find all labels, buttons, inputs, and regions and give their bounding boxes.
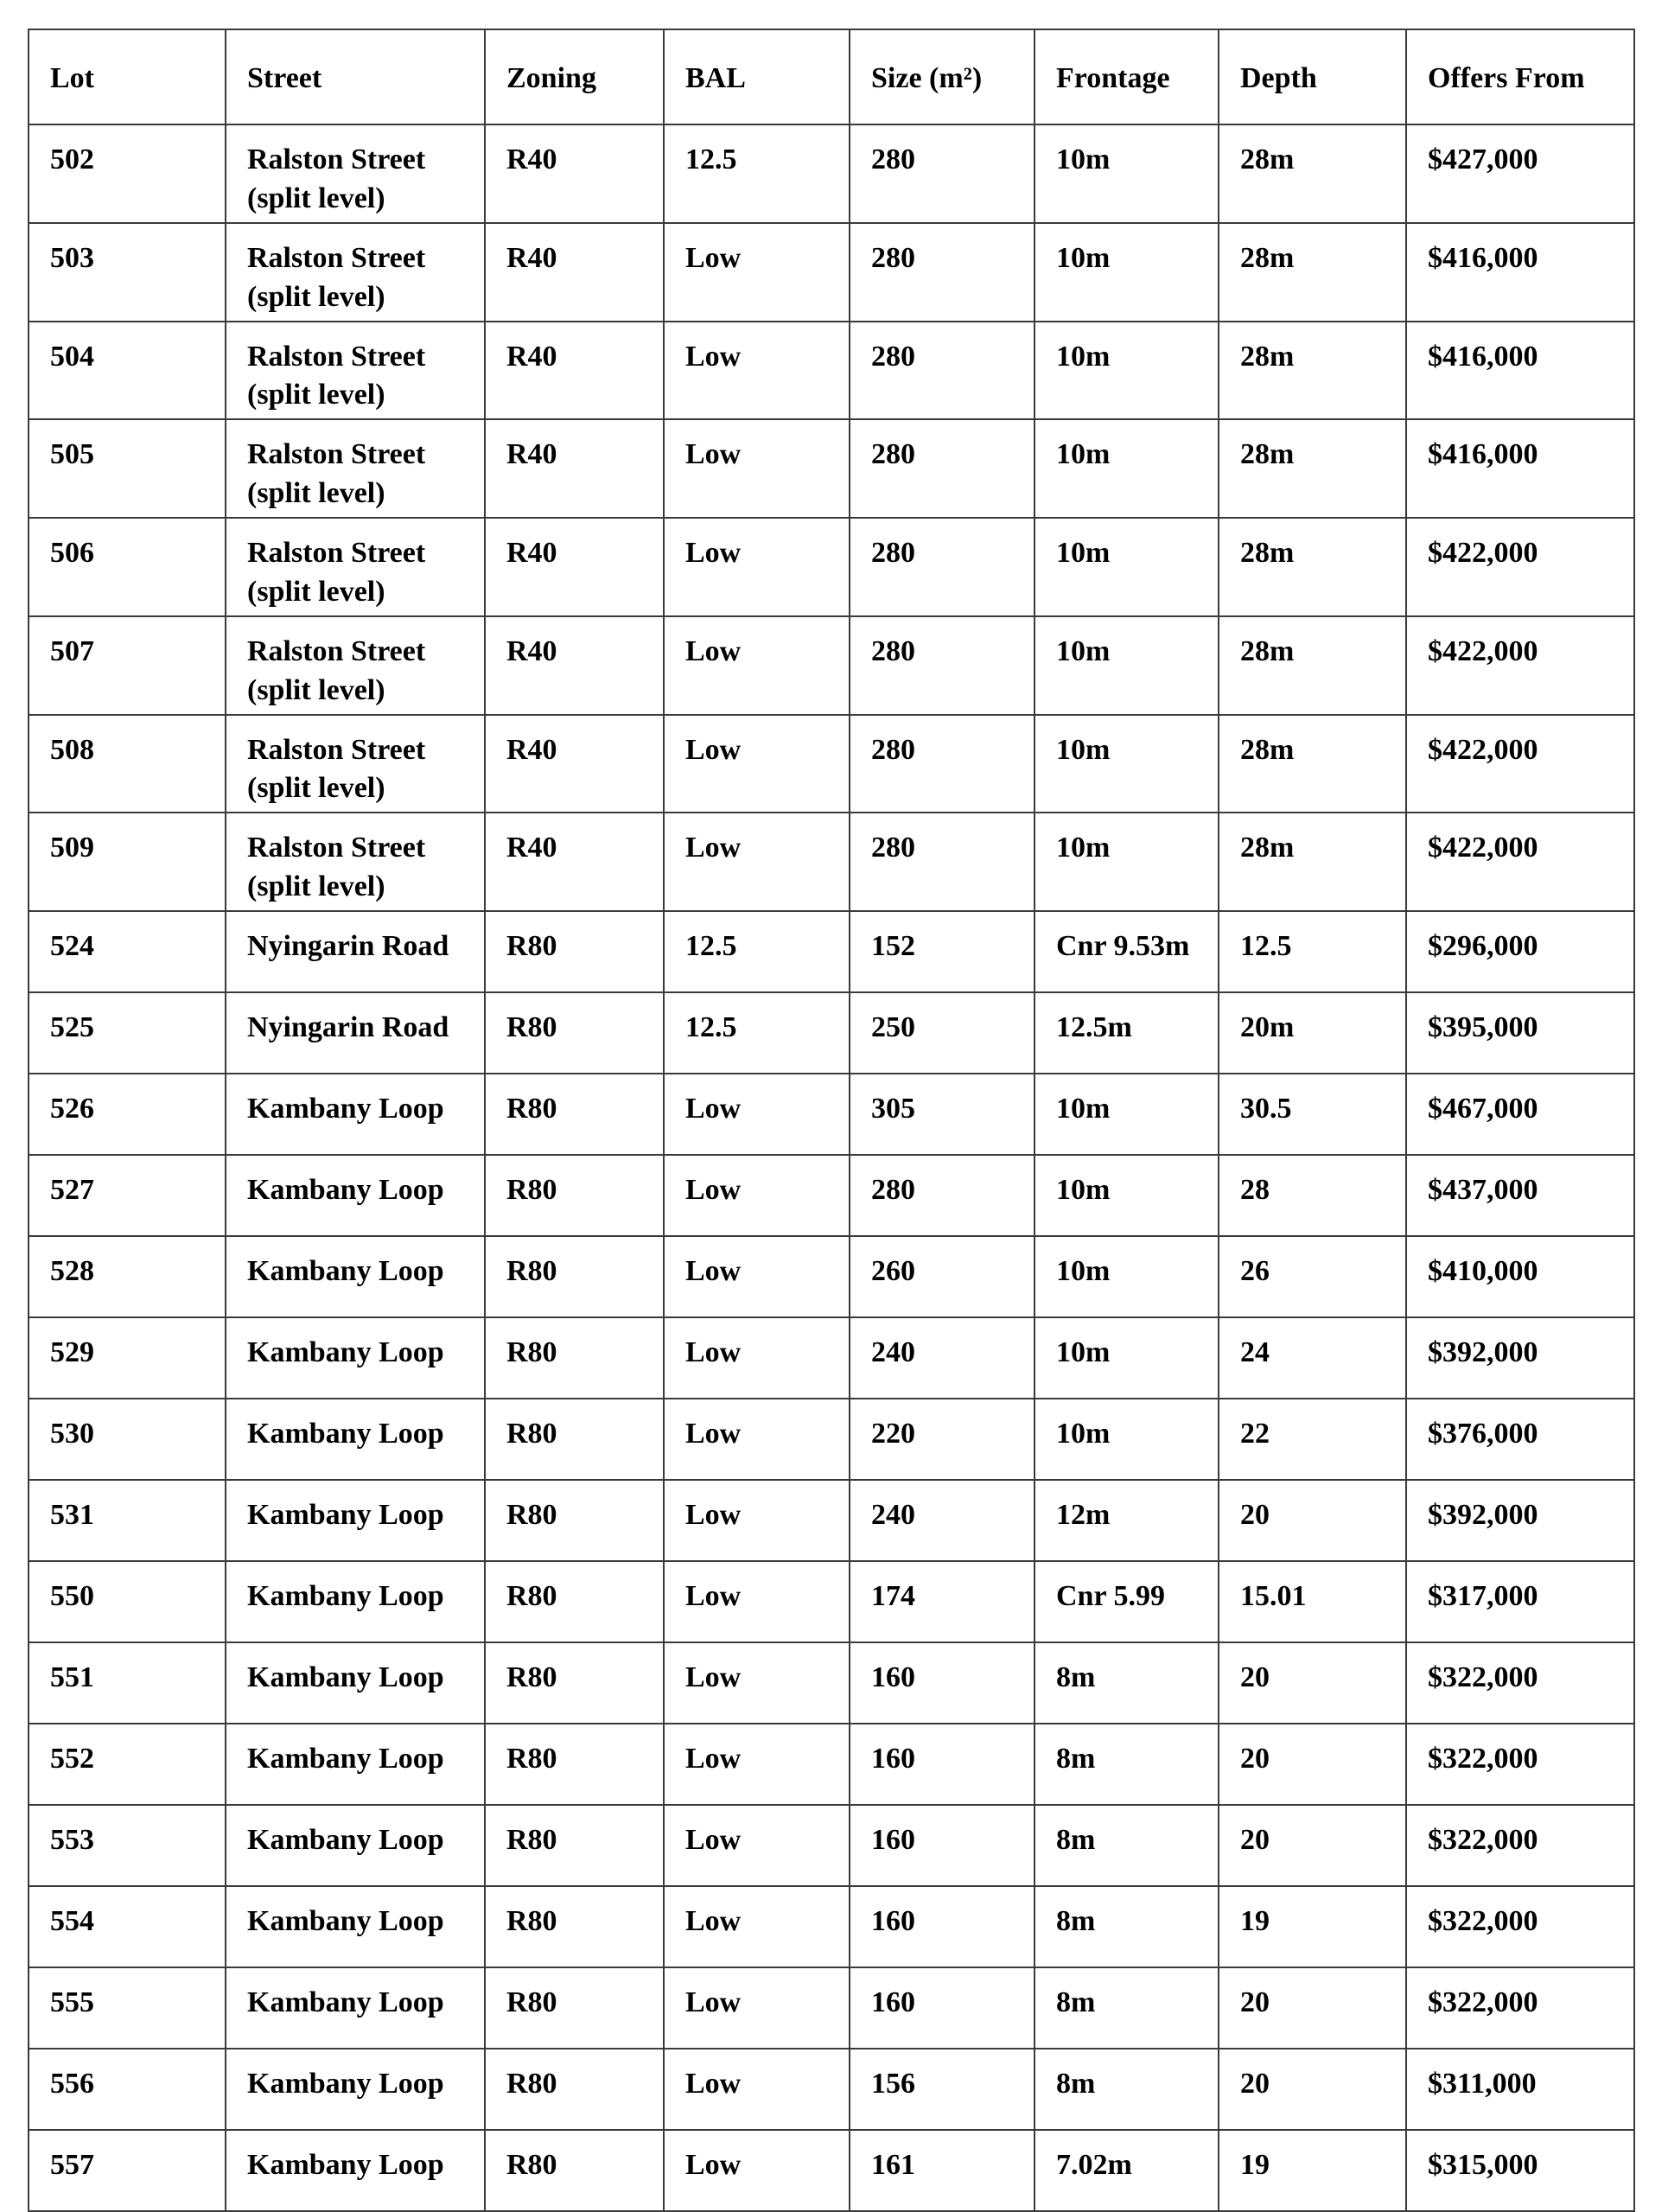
cell-frontage: Cnr 9.53m [1035,911,1219,992]
cell-zoning: R40 [485,223,664,322]
table-row [29,1236,1634,1317]
cell-lot: 557 [29,2130,226,2211]
cell-street: Kambany Loop [226,1317,485,1399]
cell-depth: 20 [1219,1480,1406,1561]
cell-bal: Low [664,1074,850,1155]
cell-street: Ralston Street (split level) [226,124,485,223]
cell-bal: Low [664,1399,850,1480]
cell-offers-from: $322,000 [1406,1724,1634,1805]
cell-depth: 20m [1219,992,1406,1074]
column-header-lot: Lot [29,29,226,124]
cell-depth: 24 [1219,1317,1406,1399]
cell-offers-from: $392,000 [1406,1317,1634,1399]
cell-depth: 28m [1219,223,1406,322]
cell-offers-from: $322,000 [1406,1886,1634,1967]
cell-size: 220 [850,1399,1035,1480]
cell-bal: Low [664,616,850,715]
table-row [29,1967,1634,2049]
cell-frontage: 8m [1035,1642,1219,1724]
cell-lot: 554 [29,1886,226,1967]
cell-lot: 528 [29,1236,226,1317]
cell-lot: 551 [29,1642,226,1724]
cell-bal: Low [664,1805,850,1886]
cell-frontage: 12m [1035,1480,1219,1561]
cell-lot: 531 [29,1480,226,1561]
cell-zoning: R40 [485,616,664,715]
column-header-size: Size (m²) [850,29,1035,124]
cell-offers-from: $376,000 [1406,1399,1634,1480]
column-header-offers-from: Offers From [1406,29,1634,124]
cell-frontage: 7.02m [1035,2130,1219,2211]
cell-lot: 552 [29,1724,226,1805]
cell-depth: 28m [1219,715,1406,813]
cell-depth: 28 [1219,1155,1406,1236]
cell-depth: 26 [1219,1236,1406,1317]
cell-offers-from: $467,000 [1406,1074,1634,1155]
cell-size: 174 [850,1561,1035,1642]
cell-size: 240 [850,1317,1035,1399]
header-row [29,29,1634,124]
table-row [29,1480,1634,1561]
cell-zoning: R40 [485,322,664,420]
cell-size: 240 [850,1480,1035,1561]
cell-lot: 524 [29,911,226,992]
cell-zoning: R80 [485,1155,664,1236]
table-row [29,1317,1634,1399]
cell-street: Kambany Loop [226,1967,485,2049]
cell-lot: 529 [29,1317,226,1399]
cell-bal: Low [664,1561,850,1642]
cell-bal: 12.5 [664,124,850,223]
cell-zoning: R40 [485,715,664,813]
cell-street: Ralston Street (split level) [226,322,485,420]
cell-bal: Low [664,419,850,518]
cell-lot: 508 [29,715,226,813]
cell-zoning: R40 [485,124,664,223]
cell-depth: 19 [1219,1886,1406,1967]
cell-size: 160 [850,1967,1035,2049]
cell-offers-from: $317,000 [1406,1561,1634,1642]
cell-zoning: R80 [485,1805,664,1886]
cell-depth: 30.5 [1219,1074,1406,1155]
cell-street: Nyingarin Road [226,911,485,992]
cell-lot: 530 [29,1399,226,1480]
cell-street: Kambany Loop [226,2049,485,2130]
cell-frontage: 8m [1035,1886,1219,1967]
table-row [29,616,1634,715]
cell-zoning: R80 [485,1642,664,1724]
cell-frontage: 10m [1035,124,1219,223]
cell-size: 161 [850,2130,1035,2211]
cell-frontage: 10m [1035,1236,1219,1317]
cell-street: Ralston Street (split level) [226,813,485,911]
cell-street: Ralston Street (split level) [226,223,485,322]
cell-street: Kambany Loop [226,1642,485,1724]
cell-frontage: 8m [1035,1967,1219,2049]
cell-lot: 525 [29,992,226,1074]
cell-street: Kambany Loop [226,1155,485,1236]
cell-lot: 504 [29,322,226,420]
cell-offers-from: $416,000 [1406,322,1634,420]
cell-frontage: 10m [1035,1399,1219,1480]
cell-street: Kambany Loop [226,2130,485,2211]
cell-size: 160 [850,1642,1035,1724]
cell-offers-from: $322,000 [1406,1967,1634,2049]
cell-size: 250 [850,992,1035,1074]
cell-bal: Low [664,1317,850,1399]
cell-street: Kambany Loop [226,1399,485,1480]
cell-depth: 28m [1219,518,1406,616]
table-row [29,1886,1634,1967]
column-header-street: Street [226,29,485,124]
cell-bal: Low [664,322,850,420]
cell-street: Ralston Street (split level) [226,419,485,518]
cell-lot: 550 [29,1561,226,1642]
cell-offers-from: $395,000 [1406,992,1634,1074]
cell-frontage: Cnr 5.99 [1035,1561,1219,1642]
cell-size: 260 [850,1236,1035,1317]
cell-frontage: 8m [1035,1724,1219,1805]
cell-size: 160 [850,1886,1035,1967]
cell-size: 280 [850,616,1035,715]
cell-size: 156 [850,2049,1035,2130]
cell-offers-from: $416,000 [1406,419,1634,518]
column-header-zoning: Zoning [485,29,664,124]
cell-zoning: R80 [485,1561,664,1642]
cell-depth: 22 [1219,1399,1406,1480]
cell-depth: 28m [1219,419,1406,518]
cell-frontage: 10m [1035,518,1219,616]
cell-street: Kambany Loop [226,1724,485,1805]
cell-frontage: 12.5m [1035,992,1219,1074]
cell-bal: Low [664,813,850,911]
cell-depth: 19 [1219,2130,1406,2211]
cell-bal: 12.5 [664,992,850,1074]
cell-size: 160 [850,1805,1035,1886]
cell-size: 152 [850,911,1035,992]
table-row [29,1074,1634,1155]
table-row [29,124,1634,223]
cell-lot: 509 [29,813,226,911]
cell-zoning: R80 [485,1724,664,1805]
cell-street: Ralston Street (split level) [226,616,485,715]
table-row [29,2130,1634,2211]
cell-depth: 20 [1219,1642,1406,1724]
table-row [29,419,1634,518]
cell-size: 280 [850,223,1035,322]
cell-size: 280 [850,322,1035,420]
cell-offers-from: $437,000 [1406,1155,1634,1236]
cell-zoning: R80 [485,1967,664,2049]
cell-offers-from: $422,000 [1406,518,1634,616]
cell-zoning: R40 [485,813,664,911]
cell-zoning: R40 [485,518,664,616]
cell-size: 160 [850,1724,1035,1805]
cell-bal: Low [664,2130,850,2211]
cell-frontage: 10m [1035,223,1219,322]
cell-depth: 28m [1219,124,1406,223]
cell-depth: 28m [1219,322,1406,420]
cell-bal: Low [664,1480,850,1561]
table-row [29,1642,1634,1724]
cell-street: Kambany Loop [226,1480,485,1561]
cell-depth: 20 [1219,1967,1406,2049]
cell-bal: Low [664,1236,850,1317]
cell-bal: 12.5 [664,911,850,992]
table-row [29,911,1634,992]
cell-offers-from: $296,000 [1406,911,1634,992]
cell-offers-from: $422,000 [1406,813,1634,911]
cell-size: 280 [850,124,1035,223]
column-header-bal: BAL [664,29,850,124]
cell-lot: 527 [29,1155,226,1236]
cell-lot: 507 [29,616,226,715]
cell-bal: Low [664,1724,850,1805]
cell-frontage: 10m [1035,419,1219,518]
cell-street: Kambany Loop [226,1074,485,1155]
table-row [29,223,1634,322]
cell-lot: 502 [29,124,226,223]
cell-bal: Low [664,1967,850,2049]
cell-zoning: R80 [485,1399,664,1480]
cell-frontage: 10m [1035,813,1219,911]
cell-bal: Low [664,518,850,616]
cell-street: Kambany Loop [226,1886,485,1967]
column-header-frontage: Frontage [1035,29,1219,124]
cell-zoning: R80 [485,1480,664,1561]
cell-bal: Low [664,1642,850,1724]
cell-zoning: R80 [485,1236,664,1317]
cell-size: 280 [850,518,1035,616]
cell-zoning: R80 [485,2049,664,2130]
lot-price-table [28,29,1635,2212]
cell-bal: Low [664,223,850,322]
cell-bal: Low [664,1155,850,1236]
cell-lot: 506 [29,518,226,616]
cell-depth: 12.5 [1219,911,1406,992]
table-row [29,322,1634,420]
cell-zoning: R80 [485,1886,664,1967]
cell-frontage: 10m [1035,1155,1219,1236]
cell-offers-from: $311,000 [1406,2049,1634,2130]
cell-depth: 28m [1219,813,1406,911]
table-row [29,1561,1634,1642]
cell-street: Kambany Loop [226,1561,485,1642]
cell-bal: Low [664,1886,850,1967]
table-row [29,1805,1634,1886]
cell-size: 280 [850,1155,1035,1236]
cell-bal: Low [664,2049,850,2130]
column-header-depth: Depth [1219,29,1406,124]
table-row [29,992,1634,1074]
cell-frontage: 10m [1035,715,1219,813]
cell-zoning: R80 [485,992,664,1074]
cell-offers-from: $416,000 [1406,223,1634,322]
cell-depth: 28m [1219,616,1406,715]
cell-lot: 553 [29,1805,226,1886]
table-row [29,2049,1634,2130]
cell-zoning: R40 [485,419,664,518]
cell-lot: 505 [29,419,226,518]
cell-zoning: R80 [485,1317,664,1399]
cell-street: Kambany Loop [226,1805,485,1886]
cell-frontage: 10m [1035,616,1219,715]
cell-lot: 556 [29,2049,226,2130]
cell-frontage: 10m [1035,322,1219,420]
cell-size: 280 [850,419,1035,518]
table-row [29,518,1634,616]
cell-street: Nyingarin Road [226,992,485,1074]
cell-street: Ralston Street (split level) [226,518,485,616]
cell-depth: 20 [1219,1805,1406,1886]
table-row [29,1724,1634,1805]
cell-offers-from: $322,000 [1406,1642,1634,1724]
cell-frontage: 8m [1035,1805,1219,1886]
cell-depth: 20 [1219,2049,1406,2130]
cell-frontage: 8m [1035,2049,1219,2130]
cell-zoning: R80 [485,1074,664,1155]
cell-offers-from: $410,000 [1406,1236,1634,1317]
cell-zoning: R80 [485,911,664,992]
cell-offers-from: $422,000 [1406,715,1634,813]
cell-size: 280 [850,813,1035,911]
table-row [29,1155,1634,1236]
cell-offers-from: $422,000 [1406,616,1634,715]
cell-bal: Low [664,715,850,813]
cell-depth: 20 [1219,1724,1406,1805]
cell-zoning: R80 [485,2130,664,2211]
cell-lot: 555 [29,1967,226,2049]
cell-frontage: 10m [1035,1317,1219,1399]
cell-offers-from: $315,000 [1406,2130,1634,2211]
cell-street: Ralston Street (split level) [226,715,485,813]
cell-offers-from: $427,000 [1406,124,1634,223]
cell-lot: 526 [29,1074,226,1155]
table-row [29,1399,1634,1480]
cell-depth: 15.01 [1219,1561,1406,1642]
cell-street: Kambany Loop [226,1236,485,1317]
cell-lot: 503 [29,223,226,322]
cell-frontage: 10m [1035,1074,1219,1155]
cell-size: 305 [850,1074,1035,1155]
table-row [29,715,1634,813]
table-row [29,813,1634,911]
cell-size: 280 [850,715,1035,813]
cell-offers-from: $322,000 [1406,1805,1634,1886]
cell-offers-from: $392,000 [1406,1480,1634,1561]
